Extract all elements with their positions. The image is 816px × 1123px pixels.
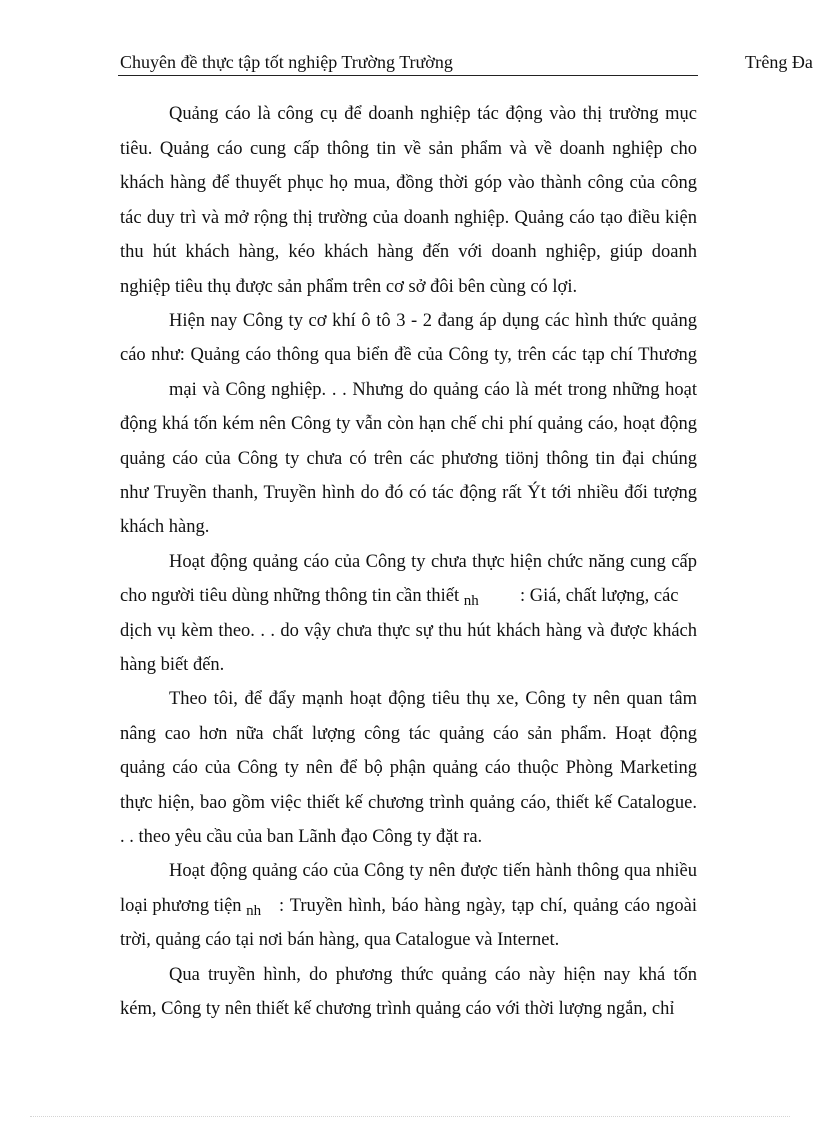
header-rule [118, 75, 698, 76]
text-line: nghiệp tiêu thụ được sản phẩm trên cơ sở đôi bên cùng có lợi. [120, 277, 578, 297]
text-line: dịch vụ kèm theo. . . do vậy chưa thực sự thu hút khách hàng và được khách [120, 621, 697, 641]
text-line: quảng cáo của Công ty nên để bộ phận quảng cáo thuộc Phòng Marketing [120, 758, 697, 778]
text-line: khách hàng để thuyết phục họ mua, đồng thời góp vào thành công của công [120, 173, 697, 193]
text-line: Hoạt động quảng cáo của Công ty chưa thực hiện chức năng cung cấp [169, 552, 697, 572]
page-bottom-border [30, 1116, 790, 1117]
text-line: . . theo yêu cầu của ban Lãnh đạo Công ty đặt ra. [120, 827, 483, 847]
text-line [120, 896, 261, 917]
text-line: tác duy trì và mở rộng thị trường của doanh nghiệp. Quảng cáo tạo điều kiện [120, 208, 697, 228]
text-line: trời, quảng cáo tại nơi bán hàng, qua Catalogue và Internet. [120, 930, 560, 950]
text-line: : Giá, chất lượng, các [520, 586, 679, 606]
text-line: nâng cao hơn nữa chất lượng công tác quảng cáo sản phẩm. Hoạt động [120, 724, 697, 744]
text-line: Quảng cáo là công cụ để doanh nghiệp tác động vào thị trường mục [169, 104, 697, 124]
text-line: động khá tốn kém nên Công ty vẫn còn hạn chế chi phí quảng cáo, hoạt động [120, 414, 697, 434]
text-line: Hiện nay Công ty cơ khí ô tô 3 - 2 đang áp dụng các hình thức quảng [169, 311, 697, 331]
abbrev-subscript: nh [463, 593, 479, 609]
text-line: thực hiện, bao gồm việc thiết kế chương trình quảng cáo, thiết kế Catalogue. [120, 793, 697, 813]
text-line: quảng cáo của Công ty chưa có trên các phương tiönj thông tin đại chúng [120, 449, 697, 469]
text-line: : Truyền hình, báo hàng ngày, tạp chí, quảng cáo ngoài [279, 896, 697, 916]
text-line: kém, Công ty nên thiết kế chương trình quảng cáo với thời lượng ngắn, chỉ [120, 999, 675, 1019]
text-segment: cho người tiêu dùng những thông tin cần thiết [120, 586, 460, 606]
text-line: Qua truyền hình, do phương thức quảng cáo này hiện nay khá tốn [169, 965, 697, 985]
text-line: khách hàng. [120, 517, 210, 537]
text-segment: loại phương tiện [120, 896, 242, 916]
text-line: hàng biết đến. [120, 655, 225, 675]
text-line: thu hút khách hàng, kéo khách hàng đến với doanh nghiệp, giúp doanh [120, 242, 697, 262]
text-line: cáo như: Quảng cáo thông qua biển đề của Công ty, trên các tạp chí Thương [120, 345, 697, 365]
text-line: mại và Công nghiệp. . . Nhưng do quảng cáo là mét trong những hoạt [169, 380, 697, 400]
text-line [120, 586, 479, 607]
header-title: Chuyên đề thực tập tốt nghiệp Trường Trường [120, 52, 453, 72]
header-school: Trêng Đa [745, 52, 813, 72]
text-line: Hoạt động quảng cáo của Công ty nên được tiến hành thông qua nhiều [169, 861, 697, 881]
abbrev-subscript: nh [246, 903, 262, 919]
text-line: tiêu. Quảng cáo cung cấp thông tin về sản phẩm và về doanh nghiệp cho [120, 139, 697, 159]
text-line: Theo tôi, để đẩy mạnh hoạt động tiêu thụ xe, Công ty nên quan tâm [169, 689, 697, 709]
text-line: như Truyền thanh, Truyền hình do đó có tác động rất Ýt tới nhiều đối tượng [120, 483, 697, 503]
